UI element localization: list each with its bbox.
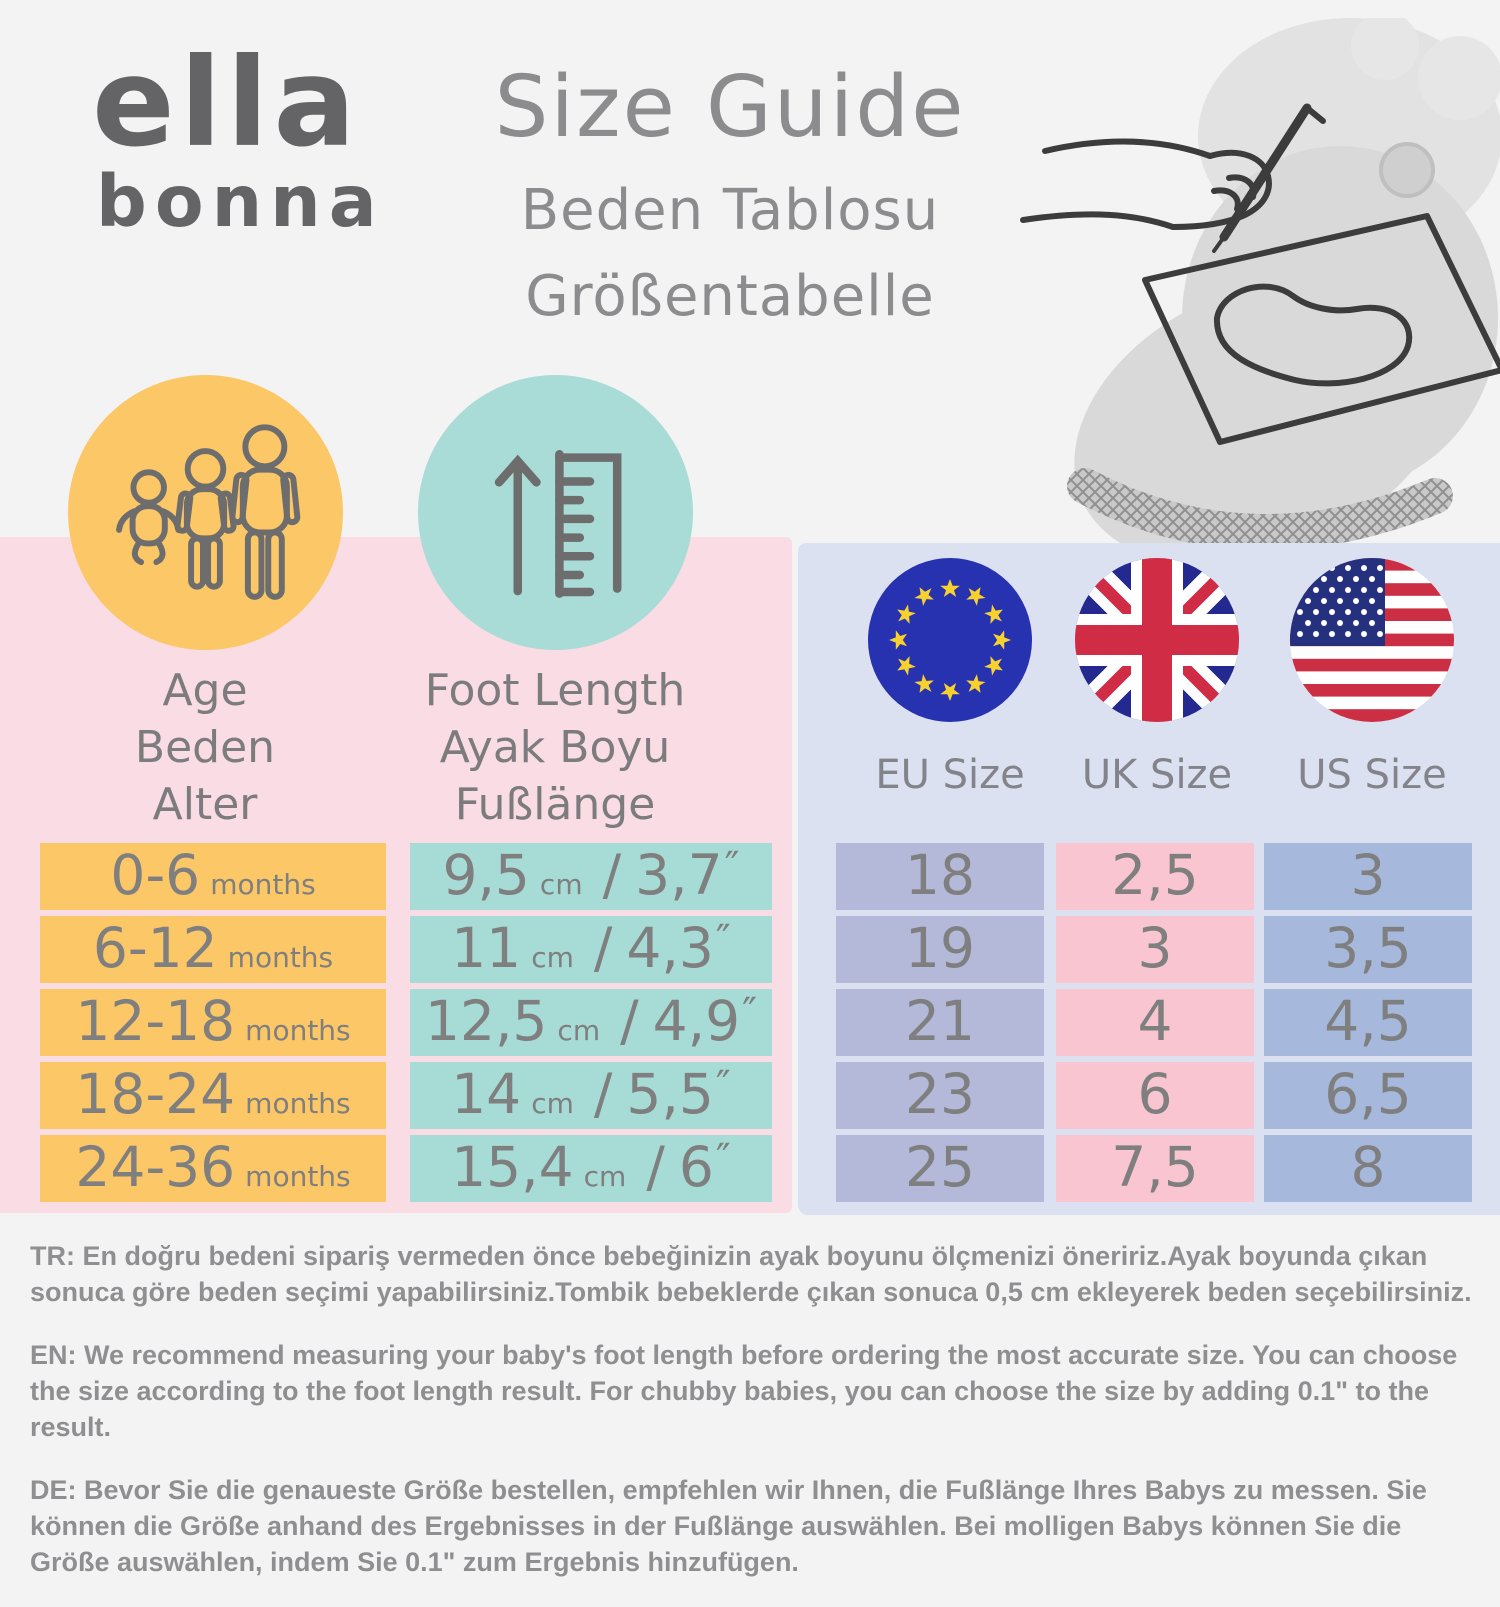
uk-cell-row2: 3 [1056, 916, 1254, 983]
ruler-icon [471, 425, 641, 600]
eu-cell-row1: 18 [836, 843, 1044, 910]
eu-size-label: EU Size [875, 752, 1025, 798]
foot-label-de: Fußlänge [454, 779, 656, 830]
foot-length-column-labels [345, 662, 765, 833]
us-cell-row5: 8 [1264, 1135, 1472, 1202]
eu-flag-icon [868, 558, 1032, 722]
title-english: Size Guide [494, 58, 966, 157]
eu-cell-row5: 25 [836, 1135, 1044, 1202]
age-label-tr: Beden [134, 722, 276, 773]
foot-cell-row4: 14 cm / 5,5 ″ [410, 1062, 772, 1129]
us-cell-row3: 4,5 [1264, 989, 1472, 1056]
age-cell-row4: 18-24 months [40, 1062, 386, 1129]
uk-size-label: UK Size [1081, 752, 1233, 798]
age-legend-circle [68, 375, 343, 650]
people-growth-icon [108, 420, 303, 605]
us-cell-row2: 3,5 [1264, 916, 1472, 983]
title-turkish: Beden Tablosu [520, 178, 940, 243]
age-cell-row2: 6-12 months [40, 916, 386, 983]
uk-cell-row4: 6 [1056, 1062, 1254, 1129]
footnote-turkish: TR: En doğru bedeni sipariş vermeden önce bebeğinizin ayak boyunu ölçmenizi öneririz.Ayak boyunda çıkan sonuca göre beden seçimi yapabilirsiniz.Tombik bebeklerde çıkan sonuca 0,5 cm ekleyerek beden seçebilirsiniz. [30, 1241, 1472, 1307]
brand-logo [92, 32, 385, 243]
bootie-button [1381, 144, 1433, 196]
age-cell-row3: 12-18 months [40, 989, 386, 1056]
age-label-en: Age [162, 665, 248, 716]
foot-cell-row5: 15,4 cm / 6 ″ [410, 1135, 772, 1202]
footnote-german: DE: Bevor Sie die genaueste Größe bestellen, empfehlen wir Ihnen, die Fußlänge Ihres Babys zu messen. Sie können die Größe anhand des Ergebnisses in der Fußlänge auswählen. Bei molligen Babys können Sie die Größe auswählen, indem Sie 0.1" zum Ergebnis hinzufügen. [30, 1475, 1427, 1577]
foot-label-en: Foot Length [424, 665, 686, 716]
us-size-label: US Size [1297, 752, 1447, 798]
hand-arm-top [1045, 142, 1210, 156]
footnotes [30, 1238, 1475, 1607]
age-cell-row5: 24-36 months [40, 1135, 386, 1202]
brand-logo-line2: bonna [96, 160, 385, 243]
bootie-photo [1028, 18, 1500, 566]
age-label-de: Alter [152, 779, 258, 830]
us-cell-row4: 6,5 [1264, 1062, 1472, 1129]
uk-flag-icon [1075, 558, 1239, 722]
uk-cell-row3: 4 [1056, 989, 1254, 1056]
eu-cell-row2: 19 [836, 916, 1044, 983]
eu-cell-row3: 21 [836, 989, 1044, 1056]
baby-bootie-illustration [1005, 18, 1500, 566]
brand-logo-line1: ella [92, 32, 361, 174]
title-german: Größentabelle [525, 264, 935, 329]
uk-cell-row1: 2,5 [1056, 843, 1254, 910]
foot-length-legend-circle [418, 375, 693, 650]
footnote-english: EN: We recommend measuring your baby's foot length before ordering the most accurate size. You can choose the size according to the foot length result. For chubby babies, you can choose the size by adding 0.1" to the result. [30, 1340, 1458, 1442]
foot-label-tr: Ayak Boyu [439, 722, 671, 773]
foot-cell-row3: 12,5 cm / 4,9 ″ [410, 989, 772, 1056]
uk-cell-row5: 7,5 [1056, 1135, 1254, 1202]
age-cell-row1: 0-6 months [40, 843, 386, 910]
eu-cell-row4: 23 [836, 1062, 1044, 1129]
us-flag-icon [1290, 558, 1454, 722]
foot-cell-row1: 9,5 cm / 3,7 ″ [410, 843, 772, 910]
page-title [395, 58, 1065, 329]
foot-cell-row2: 11 cm / 4,3 ″ [410, 916, 772, 983]
us-cell-row1: 3 [1264, 843, 1472, 910]
